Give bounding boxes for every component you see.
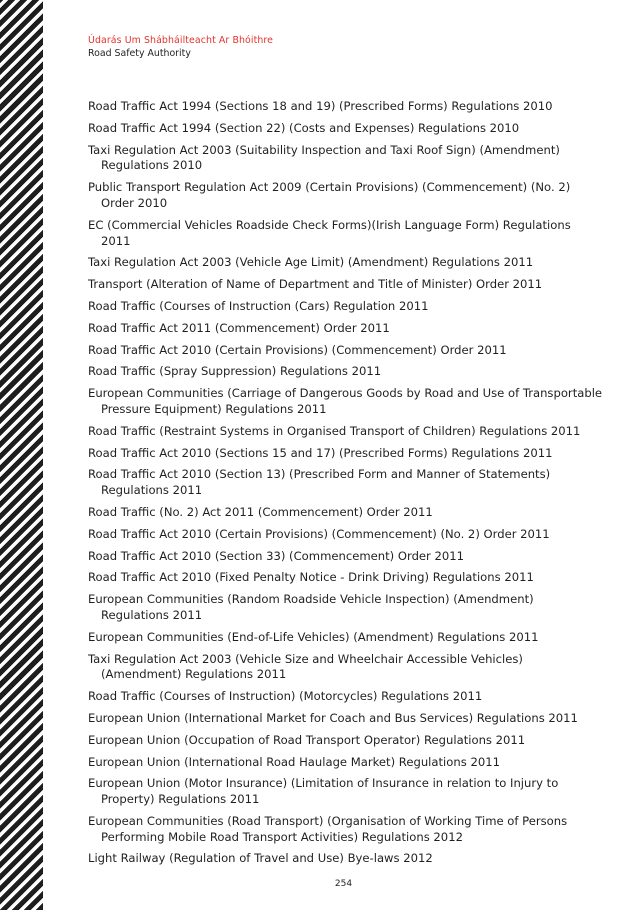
list-item: European Union (International Market for Coach and Bus Services) Regulations 2011 [88, 710, 578, 725]
list-item: Taxi Regulation Act 2003 (Suitability Inspection and Taxi Roof Sign) (Amendment) Regulations 2010 [88, 142, 560, 173]
list-item: Road Traffic (Restraint Systems in Organised Transport of Children) Regulations 2011 [88, 423, 581, 438]
list-item: Road Traffic Act 2010 (Fixed Penalty Notice - Drink Driving) Regulations 2011 [88, 570, 534, 585]
list-item: Taxi Regulation Act 2003 (Vehicle Size and Wheelchair Accessible Vehicles) (Amendment) Regulations 2011 [88, 651, 523, 682]
list-item: Public Transport Regulation Act 2009 (Certain Provisions) (Commencement) (No. 2) Order 2010 [88, 180, 571, 210]
list-item: Road Traffic Act 1994 (Sections 18 and 19) (Prescribed Forms) Regulations 2010 [88, 99, 553, 113]
list-item: Road Traffic (Courses of Instruction) (Motorcycles) Regulations 2011 [88, 689, 483, 704]
list-item: Road Traffic Act 2010 (Certain Provisions) (Commencement) Order 2011 [88, 342, 507, 357]
list-item: Road Traffic Act 2010 (Certain Provisions) (Commencement) (No. 2) Order 2011 [88, 526, 550, 541]
list-item: EC (Commercial Vehicles Roadside Check Forms)(Irish Language Form) Regulations 2011 [88, 217, 571, 248]
list-item: Road Traffic Act 2010 (Sections 15 and 17) (Prescribed Forms) Regulations 2011 [88, 445, 553, 460]
list-item: Taxi Regulation Act 2003 (Vehicle Age Limit) (Amendment) Regulations 2011 [88, 255, 534, 270]
header-irish-title: Údarás Um Shábháilteacht Ar Bhóithre [88, 35, 274, 46]
list-item: European Union (Motor Insurance) (Limitation of Insurance in relation to Injury to Property) Regulations 2011 [88, 776, 559, 807]
page-header [88, 35, 273, 60]
list-item: Road Traffic Act 2011 (Commencement) Order 2011 [88, 320, 390, 335]
list-item: European Communities (Random Roadside Vehicle Inspection) (Amendment) Regulations 2011 [88, 592, 534, 622]
list-item: European Communities (End-of-Life Vehicles) (Amendment) Regulations 2011 [88, 629, 539, 644]
list-item: European Communities (Road Transport) (Organisation of Working Time of Persons Performing Mobile Road Transport Activities) Regulations 2012 [88, 813, 568, 844]
regulations-list [88, 99, 603, 873]
list-item: Transport (Alteration of Name of Department and Title of Minister) Order 2011 [88, 277, 543, 292]
list-item: Road Traffic Act 1994 (Section 22) (Costs and Expenses) Regulations 2010 [88, 120, 520, 135]
decorative-side-stripe [0, 0, 43, 910]
page-number: 254 [334, 879, 353, 889]
list-item: European Union (International Road Haulage Market) Regulations 2011 [88, 754, 500, 769]
list-item: Road Traffic (Spray Suppression) Regulations 2011 [88, 364, 382, 379]
list-item: Road Traffic Act 2010 (Section 33) (Commencement) Order 2011 [88, 548, 465, 563]
list-item: European Union (Occupation of Road Transport Operator) Regulations 2011 [88, 732, 526, 747]
list-item: Road Traffic Act 2010 (Section 13) (Prescribed Form and Manner of Statements) Regulations 2011 [88, 467, 551, 498]
list-item: Road Traffic (No. 2) Act 2011 (Commencement) Order 2011 [88, 504, 433, 519]
header-english-title: Road Safety Authority [88, 48, 191, 59]
list-item: Light Railway (Regulation of Travel and Use) Bye-laws 2012 [88, 851, 433, 866]
list-item: Road Traffic (Courses of Instruction (Cars) Regulation 2011 [88, 298, 429, 313]
list-item: European Communities (Carriage of Dangerous Goods by Road and Use of Transportable Pressure Equipment) Regulations 2011 [88, 386, 603, 416]
